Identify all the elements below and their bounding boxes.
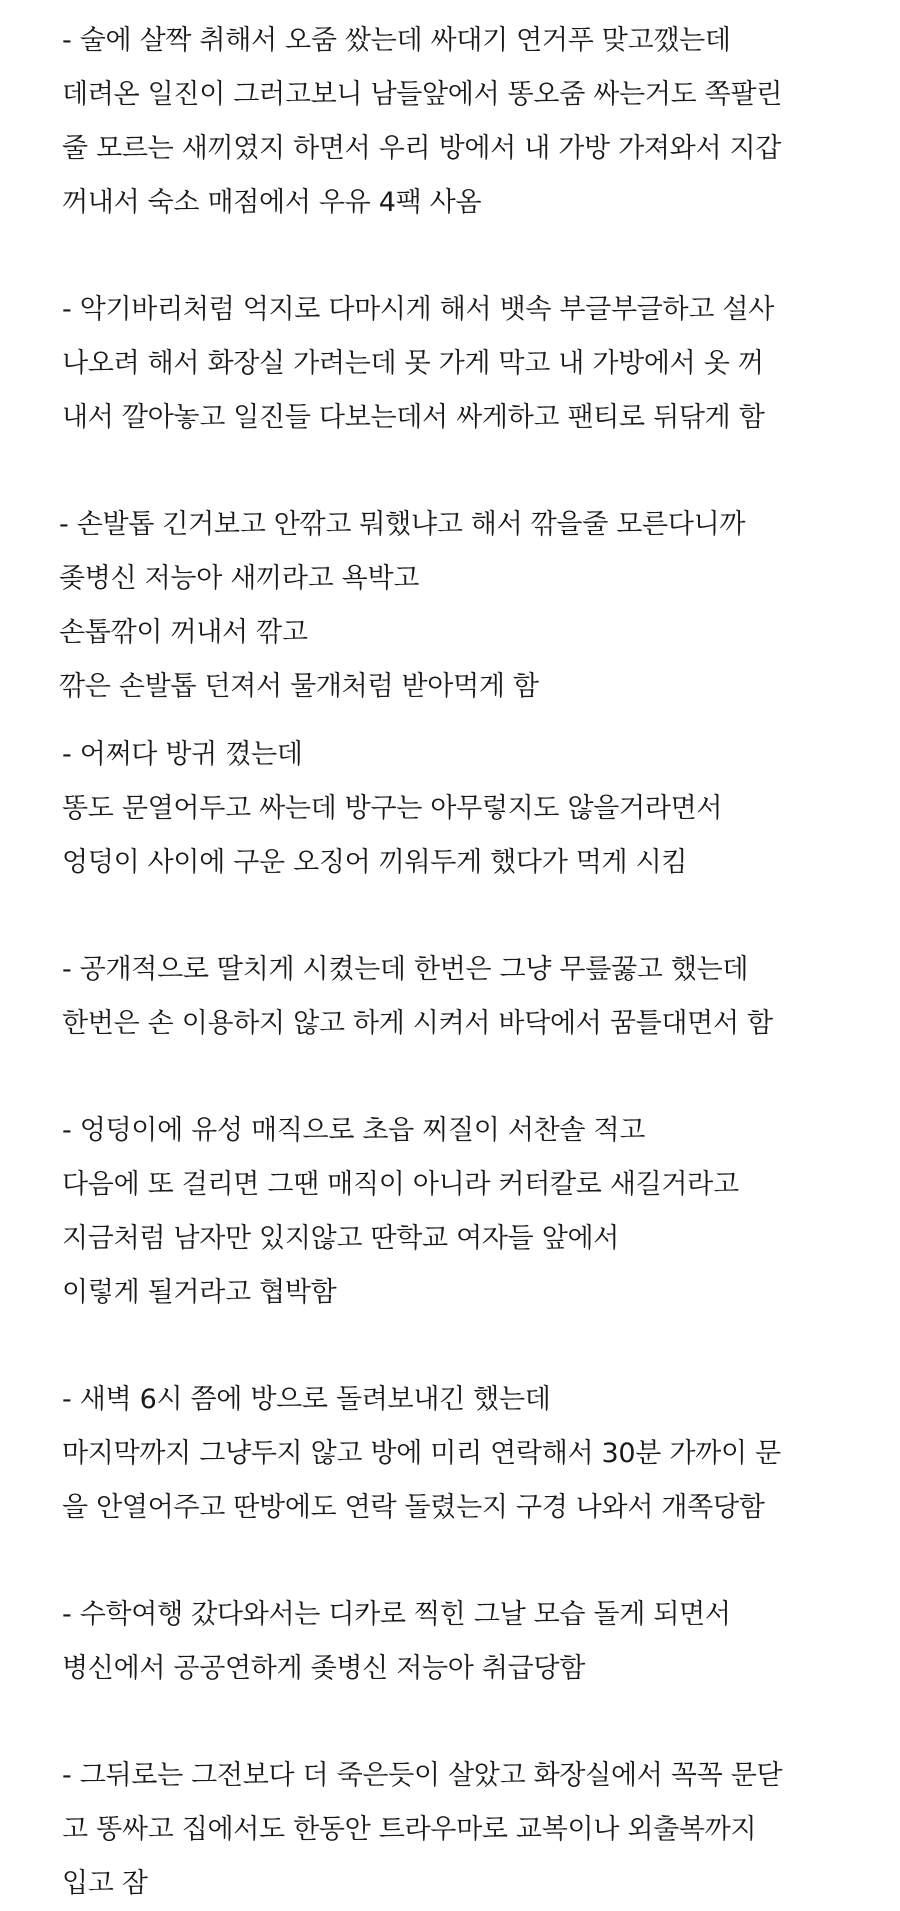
paragraph-4: [62, 728, 860, 890]
paragraph-2: [62, 283, 860, 445]
paragraph-8: [62, 1588, 860, 1696]
text-line: 이렇게 될거라고 협박함: [62, 1277, 337, 1308]
text-line: 다음에 또 걸리면 그땐 매직이 아니라 커터칼로 새길거라고: [62, 1169, 739, 1200]
text-line: 고 똥싸고 집에서도 한동안 트라우마로 교복이나 외출복까지: [62, 1814, 757, 1845]
paragraph-3: [59, 498, 860, 714]
text-line: - 어쩌다 방귀 꼈는데: [62, 739, 303, 770]
text-line: 꺼내서 숙소 매점에서 우유 4팩 사옴: [62, 187, 482, 218]
text-line: - 그뒤로는 그전보다 더 죽은듯이 살았고 화장실에서 꼭꼭 문닫: [62, 1760, 783, 1791]
text-line: 지금처럼 남자만 있지않고 딴학교 여자들 앞에서: [62, 1223, 620, 1254]
text-line: - 악기바리처럼 억지로 다마시게 해서 뱃속 부글부글하고 설사: [62, 294, 774, 325]
text-line: 입고 잠: [62, 1868, 148, 1899]
text-line: 똥도 문열어두고 싸는데 방구는 아무렇지도 않을거라면서: [62, 793, 723, 824]
text-line: - 술에 살짝 취해서 오줌 쌌는데 싸대기 연거푸 맞고깼는데: [62, 25, 731, 56]
paragraph-9: [62, 1749, 860, 1911]
text-line: 내서 깔아놓고 일진들 다보는데서 싸게하고 팬티로 뒤닦게 함: [62, 402, 765, 433]
text-line: 을 안열어주고 딴방에도 연락 돌렸는지 구경 나와서 개쪽당함: [62, 1492, 765, 1523]
paragraph-1: [62, 14, 860, 230]
text-line: 손톱깎이 꺼내서 깎고: [59, 617, 308, 648]
text-line: 병신에서 공공연하게 좆병신 저능아 취급당함: [62, 1653, 585, 1684]
text-line: - 손발톱 긴거보고 안깎고 뭐했냐고 해서 깎을줄 모른다니까: [59, 509, 746, 540]
text-line: 엉덩이 사이에 구운 오징어 끼워두게 했다가 먹게 시킴: [62, 847, 688, 878]
paragraph-6: [62, 1104, 860, 1320]
text-line: 마지막까지 그냥두지 않고 방에 미리 연락해서 30분 가까이 문: [62, 1438, 781, 1469]
text-line: 깎은 손발톱 던져서 물개처럼 받아먹게 함: [59, 671, 539, 702]
text-line: 데려온 일진이 그러고보니 남들앞에서 똥오줌 싸는거도 쪽팔린: [62, 79, 783, 110]
paragraph-5: [62, 943, 860, 1051]
text-line: - 공개적으로 딸치게 시켰는데 한번은 그냥 무릎꿇고 했는데: [62, 954, 749, 985]
text-line: 나오려 해서 화장실 가려는데 못 가게 막고 내 가방에서 옷 꺼: [62, 348, 764, 379]
text-line: - 엉덩이에 유성 매직으로 초읍 찌질이 서찬솔 적고: [62, 1115, 646, 1146]
text-line: 좆병신 저능아 새끼라고 욕박고: [59, 563, 420, 594]
text-line: 줄 모르는 새끼였지 하면서 우리 방에서 내 가방 가져와서 지갑: [62, 133, 782, 164]
text-line: - 새벽 6시 쯤에 방으로 돌려보내긴 했는데: [62, 1384, 551, 1415]
paragraph-7: [62, 1373, 860, 1535]
text-line: 한번은 손 이용하지 않고 하게 시켜서 바닥에서 꿈틀대면서 함: [62, 1008, 773, 1039]
text-line: - 수학여행 갔다와서는 디카로 찍힌 그날 모습 돌게 되면서: [62, 1599, 731, 1630]
